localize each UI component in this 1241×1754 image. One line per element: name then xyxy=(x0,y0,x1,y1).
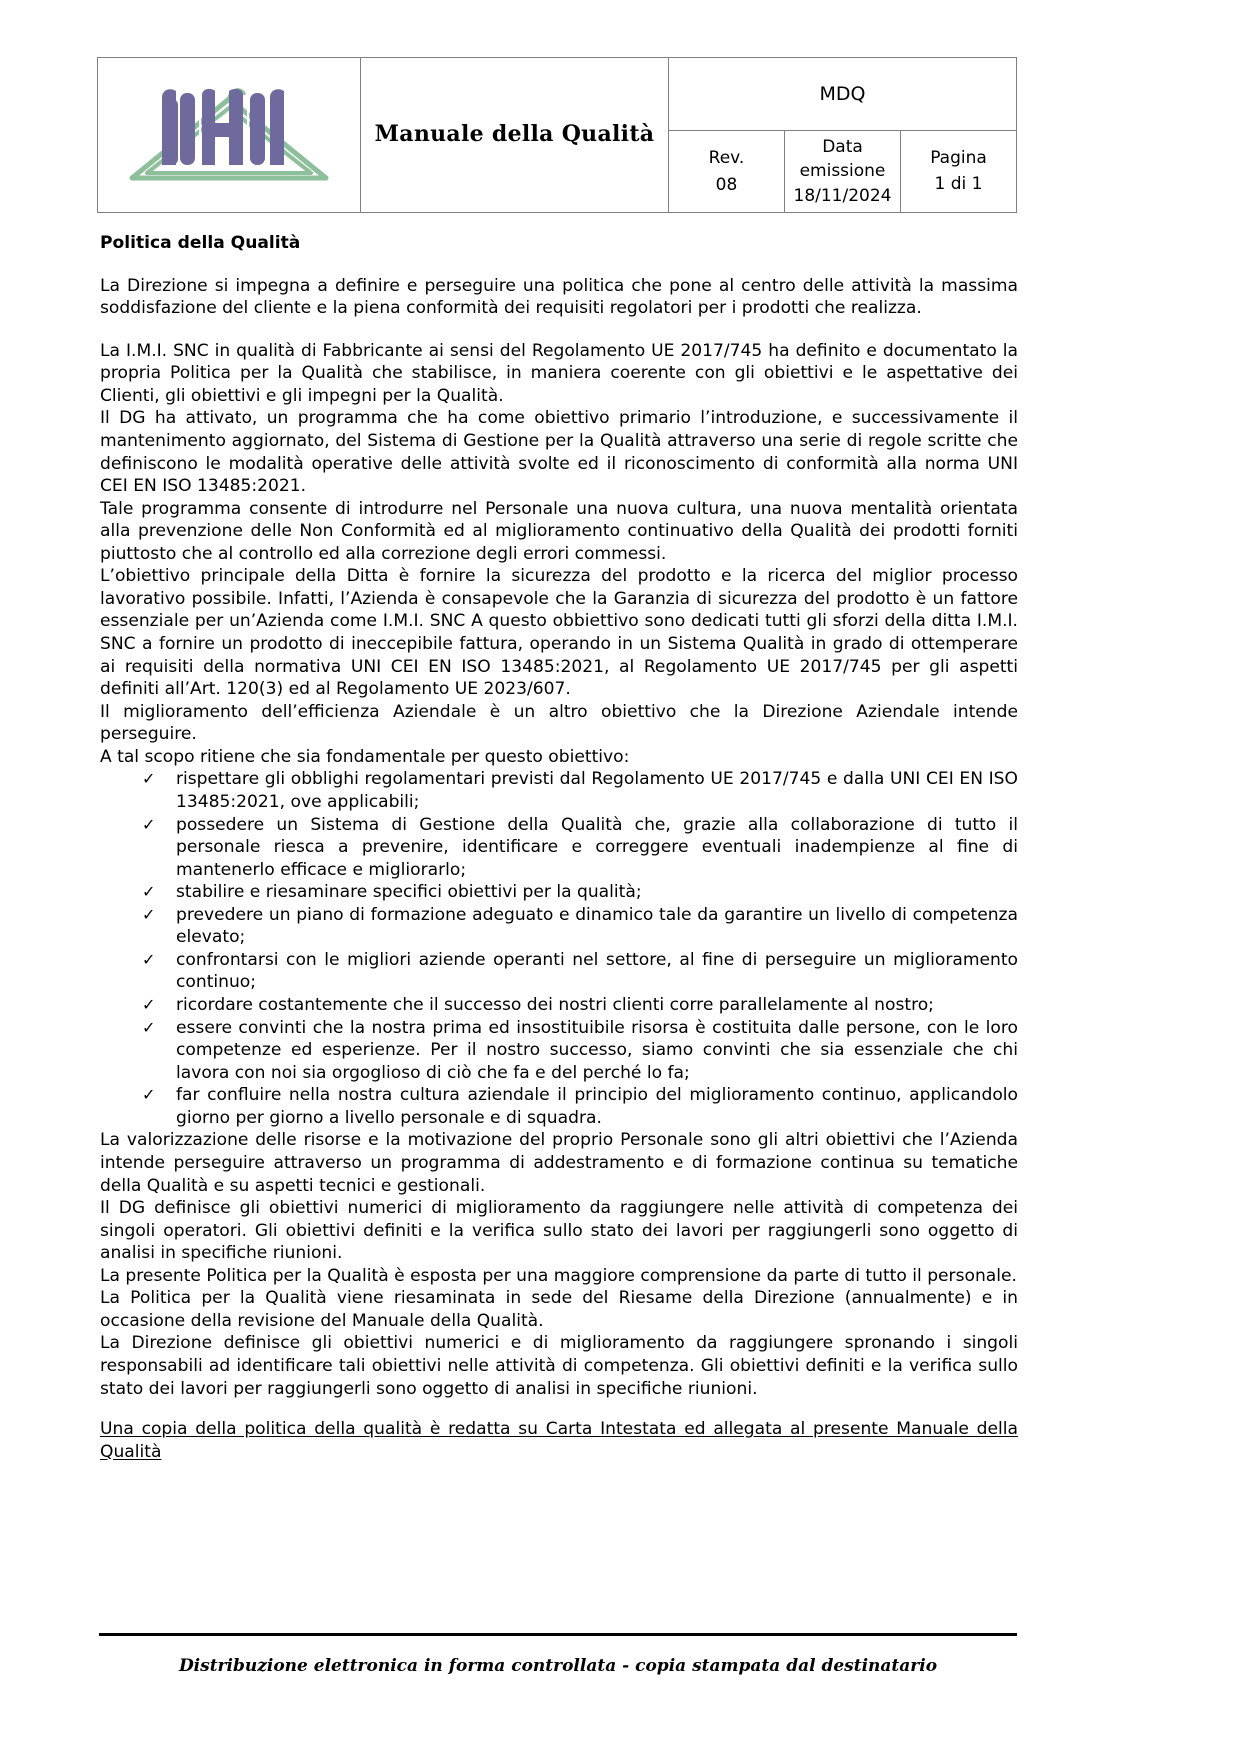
body-paragraph-10: La presente Politica per la Qualità è esposta per una maggiore comprensione da parte di tutto il personale. xyxy=(100,1265,1017,1286)
body-paragraph-11: La Politica per la Qualità viene riesaminata in sede del Riesame della Direzione (annualmente) e in occasione della revisione del Manuale della Qualità. xyxy=(100,1288,1018,1331)
list-item xyxy=(100,814,1018,882)
check-icon: ✓ xyxy=(142,769,156,789)
issue-date-cell xyxy=(785,131,901,213)
page-number-cell xyxy=(901,131,1017,213)
issue-date-label-line1: Data xyxy=(822,136,863,157)
list-item-label: far confluire nella nostra cultura aziendale il principio del miglioramento continuo, applicandolo giorno per giorno a livello personale e di squadra. xyxy=(176,1085,1018,1128)
imi-logo-icon xyxy=(120,79,338,191)
footer-divider xyxy=(99,1633,1017,1636)
list-item xyxy=(100,1084,1018,1129)
list-item-label: ricordare costantemente che il successo dei nostri clienti corre parallelamente al nostro; xyxy=(176,995,934,1015)
list-item-label: possedere un Sistema di Gestione della Qualità che, grazie alla collaborazione di tutto il personale riesca a prevenire, identificare e correggere eventuali inadempienze al fine di mantenerlo efficace e migliorarlo; xyxy=(176,814,1018,880)
check-icon: ✓ xyxy=(142,904,156,924)
section-heading: Politica della Qualità xyxy=(100,233,301,253)
logo-wrap xyxy=(98,60,360,210)
body-paragraph-12: La Direzione definisce gli obiettivi numerici e di miglioramento da raggiungere spronando i singoli responsabili ad identificare tali obiettivi nelle attività di competenza. Gli obiettivi definiti e la verifica sullo stato dei lavori per raggiungerli sono oggetto di analisi in specifiche riunioni. xyxy=(100,1333,1018,1399)
company-logo-cell xyxy=(98,58,361,213)
list-item-label: stabilire e riesaminare specifici obiettivi per la qualità; xyxy=(176,882,642,903)
body-paragraph-1: La Direzione si impegna a definire e perseguire una politica che pone al centro delle attività la massima soddisfazione del cliente e la piena conformità dei requisiti regolatori per i prodotti che realizza. xyxy=(100,275,1018,319)
closing-note: Una copia della politica della qualità è redatta su Carta Intestata ed allegata al presente Manuale della Qualità xyxy=(100,1419,1018,1462)
document-body xyxy=(100,232,1018,1463)
document-code-cell xyxy=(669,58,1017,131)
list-item xyxy=(100,949,1018,994)
document-code: MDQ xyxy=(819,83,866,105)
document-title: Manuale della Qualità xyxy=(374,121,655,148)
paragraph-gap xyxy=(100,1400,1018,1418)
revision-cell xyxy=(669,131,785,213)
issue-date-value: 18/11/2024 xyxy=(793,185,892,206)
list-item xyxy=(100,768,1018,813)
issue-date-label-line2: emissione xyxy=(799,161,886,182)
footer-note: Distribuzione elettronica in forma controllata - copia stampata dal destinatario xyxy=(178,1656,938,1676)
body-paragraph-6: Il miglioramento dell’efficienza Aziendale è un altro obiettivo che la Direzione Aziendale intende perseguire. xyxy=(100,701,1018,745)
revision-value: 08 xyxy=(715,174,738,195)
list-item-label: confrontarsi con le migliori aziende operanti nel settore, al fine di perseguire un miglioramento continuo; xyxy=(176,949,1018,993)
list-item xyxy=(100,881,1018,904)
check-icon: ✓ xyxy=(142,995,156,1014)
body-paragraph-8: La valorizzazione delle risorse e la motivazione del proprio Personale sono gli altri obiettivi che l’Azienda intende perseguire attraverso un programma di addestramento e di formazione continua su tematiche della Qualità e su aspetti tecnici e gestionali. xyxy=(100,1130,1018,1196)
body-paragraph-5: L’obiettivo principale della Ditta è fornire la sicurezza del prodotto e la ricerca del miglior processo lavorativo possibile. Infatti, l’Azienda è consapevole che la Garanzia di sicurezza del prodotto è un fattore essenziale per un’Azienda come I.M.I. SNC A questo obbiettivo sono dedicati tutti gli sforzi della ditta I.M.I. SNC a fornire un prodotto di ineccepibile fattura, operando in un Sistema Qualità in grado di ottemperare ai requisiti della normativa UNI CEI EN ISO 13485:2021, al Regolamento UE 2017/745 per gli aspetti definiti all’Art. 120(3) ed al Regolamento UE 2023/607. xyxy=(100,566,1018,700)
body-paragraph-7: A tal scopo ritiene che sia fondamentale per questo obiettivo: xyxy=(100,746,630,767)
body-paragraph-9: Il DG definisce gli obiettivi numerici di miglioramento da raggiungere nelle attività di competenza dei singoli operatori. Gli obiettivi definiti e la verifica sullo stato dei lavori per raggiungerli sono oggetto di analisi in specifiche riunioni. xyxy=(100,1198,1018,1264)
list-item xyxy=(100,904,1018,949)
document-title-cell xyxy=(361,58,669,213)
list-item xyxy=(100,994,1018,1017)
list-item-label: essere convinti che la nostra prima ed insostituibile risorsa è costituita dalle persone, con le loro competenze ed esperienze. Per il nostro successo, siamo convinti che sia essenziale che chi lavora con noi sia orgoglioso di ciò che fa e del perché lo fa; xyxy=(176,1017,1018,1083)
list-item xyxy=(100,1017,1018,1085)
page-label: Pagina xyxy=(930,148,987,168)
check-icon: ✓ xyxy=(142,949,156,969)
body-paragraph-2: La I.M.I. SNC in qualità di Fabbricante ai sensi del Regolamento UE 2017/745 ha definito e documentato la propria Politica per la Qualità che stabilisce, in maniera coerente con gli obiettivi e le aspettative dei Clienti, gli obiettivi e gli impegni per la Qualità. xyxy=(100,340,1018,406)
body-paragraph-4: Tale programma consente di introdurre nel Personale una nuova cultura, una nuova mentalità orientata alla prevenzione delle Non Conformità ed al miglioramento continuativo della Qualità dei prodotti forniti piuttosto che al controllo ed alla correzione degli errori commessi. xyxy=(100,498,1018,564)
document-header-table xyxy=(97,57,1017,213)
check-icon: ✓ xyxy=(142,814,156,834)
check-icon: ✓ xyxy=(142,882,156,902)
list-item-label: prevedere un piano di formazione adeguato e dinamico tale da garantire un livello di competenza elevato; xyxy=(176,904,1018,948)
revision-label: Rev. xyxy=(708,148,745,169)
list-item-label: rispettare gli obblighi regolamentari previsti dal Regolamento UE 2017/745 e dalla UNI CEI EN ISO 13485:2021, ove applicabili; xyxy=(176,769,1018,812)
page-value: 1 di 1 xyxy=(934,173,983,194)
objectives-checklist xyxy=(100,768,1018,1129)
check-icon: ✓ xyxy=(142,1085,156,1105)
check-icon: ✓ xyxy=(142,1017,156,1037)
body-paragraph-3: Il DG ha attivato, un programma che ha come obiettivo primario l’introduzione, e successivamente il mantenimento aggiornato, del Sistema di Gestione per la Qualità attraverso una serie di regole scritte che definiscono le modalità operative delle attività svolte ed il riconoscimento di conformità alla norma UNI CEI EN ISO 13485:2021. xyxy=(100,408,1018,497)
